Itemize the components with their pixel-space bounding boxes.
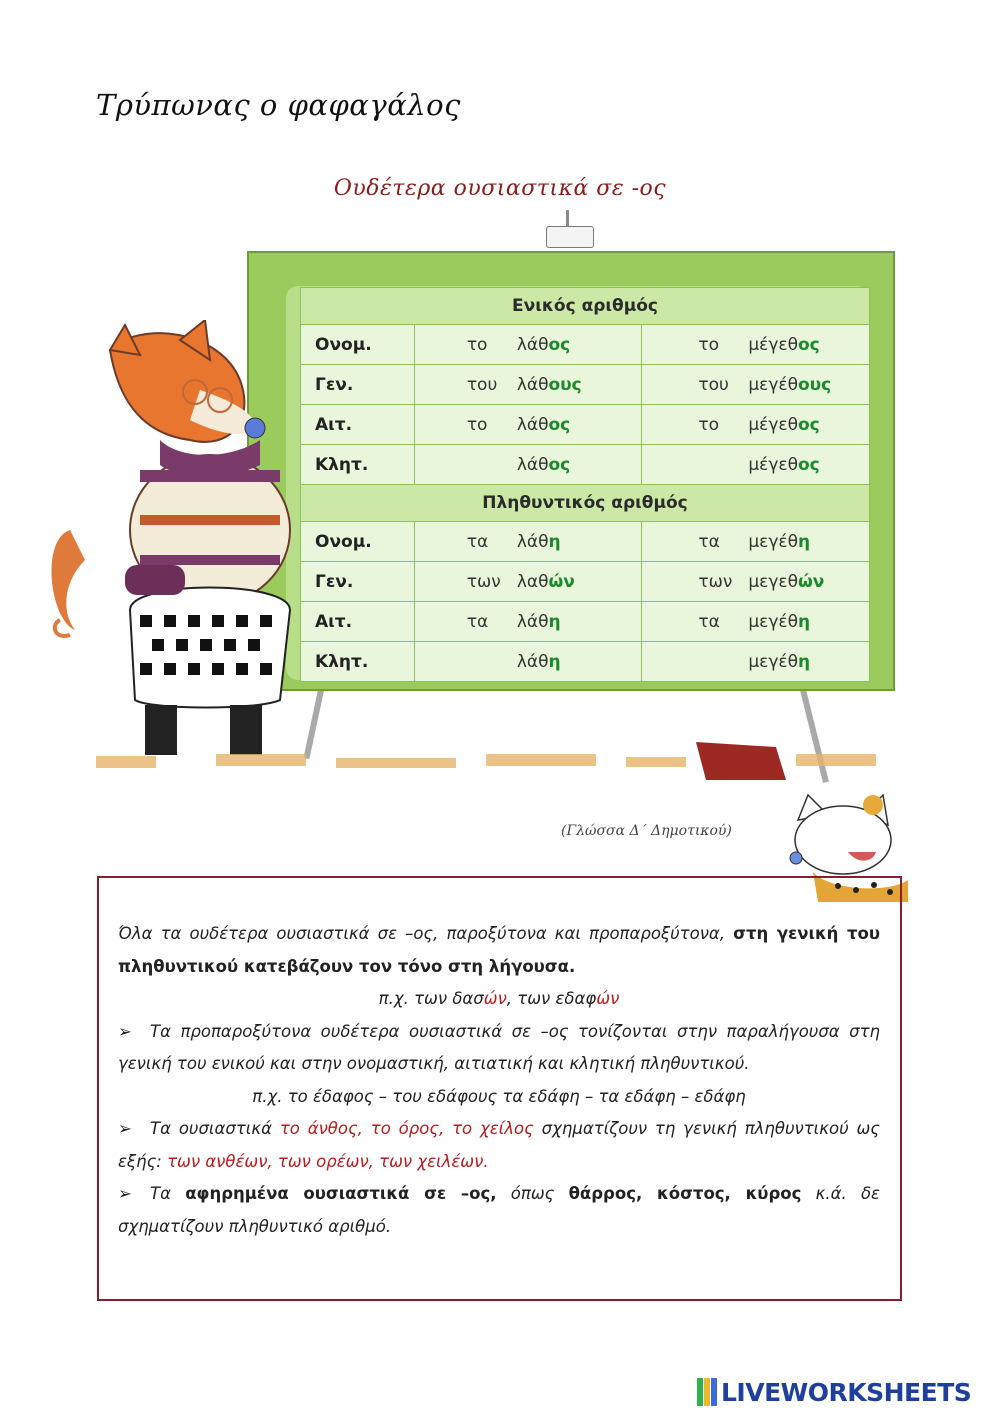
article: το <box>466 334 488 355</box>
table-row <box>301 365 870 405</box>
article: τα <box>466 531 489 552</box>
word-stem: μέγεθ <box>748 334 798 355</box>
form-cell <box>414 642 642 682</box>
word-stem: μέγεθ <box>748 414 798 435</box>
article: του <box>698 374 729 395</box>
word-ending: ους <box>548 374 582 395</box>
rule-3-c: σχηματίζουν τη γενική πληθυντικού ως εξής: <box>118 1119 880 1171</box>
form-cell <box>414 602 642 642</box>
example-2: π.χ. το έδαφος – του εδάφους τα εδάφη – τα εδάφη – εδάφη <box>252 1086 746 1106</box>
table-row <box>301 522 870 562</box>
board-clip <box>546 226 594 248</box>
form-cell <box>414 445 642 485</box>
word-ending: η <box>798 651 811 672</box>
table-row <box>301 602 870 642</box>
page-title: Τρύπωνας ο φαφαγάλος <box>96 88 461 122</box>
word-stem: λάθ <box>516 611 549 632</box>
fox-illustration <box>30 320 320 770</box>
form-cell <box>414 325 642 365</box>
rules-text <box>118 918 880 1243</box>
article: το <box>698 414 719 435</box>
word-stem: λάθ <box>516 651 549 672</box>
logo-mark-icon <box>697 1378 719 1406</box>
case-label: Αιτ. <box>301 405 415 445</box>
case-label: Ονομ. <box>301 325 415 365</box>
table-row <box>301 642 870 682</box>
rule-1 <box>118 918 880 983</box>
bullet-icon: ➢ <box>118 1119 132 1138</box>
rule-2 <box>118 1016 880 1081</box>
rule-4-b: αφηρημένα ουσιαστικά σε –ος, <box>185 1184 497 1203</box>
example-1-a: π.χ. των δασ <box>378 989 484 1008</box>
case-label: Κλητ. <box>301 445 415 485</box>
rule-2-text: Τα προπαροξύτονα ουδέτερα ουσιαστικά σε –ος τονίζονται στην παραλήγουσα στη γενική του ενικού και στην ονομαστική, αιτιατική και κλητική πληθυντικού. <box>118 1021 880 1073</box>
word-ending: η <box>798 531 811 552</box>
rule-4-e: κ.ά. δε σχηματίζουν πληθυντικό αριθμό. <box>118 1184 880 1236</box>
table-row <box>301 405 870 445</box>
form-cell <box>642 562 870 602</box>
rule-3-d: των ανθέων, των ορέων, των χειλέων. <box>167 1151 489 1171</box>
form-cell <box>642 365 870 405</box>
bullet-icon: ➢ <box>118 1021 132 1041</box>
rule-3 <box>118 1113 880 1178</box>
article: το <box>466 414 488 435</box>
form-cell <box>642 405 870 445</box>
singular-header: Ενικός αριθμός <box>301 288 870 325</box>
case-label: Γεν. <box>301 365 415 405</box>
word-stem: μεγέθ <box>748 531 798 552</box>
case-label: Ονομ. <box>301 522 415 562</box>
rule-1-bold: στη γενική του πληθυντικού κατεβάζουν τον τόνο στη λήγουσα. <box>118 924 881 976</box>
liveworksheets-logo[interactable] <box>697 1376 971 1408</box>
rule-4 <box>118 1178 880 1243</box>
plural-header: Πληθυντικός αριθμός <box>301 485 870 522</box>
table-row <box>301 325 870 365</box>
word-ending: ους <box>798 374 832 395</box>
word-ending: ών <box>798 571 825 592</box>
example-1 <box>118 983 880 1016</box>
article: το <box>698 334 719 355</box>
word-stem: λάθ <box>516 531 549 552</box>
section-subtitle: Ουδέτερα ουσιαστικά σε -ος <box>333 176 667 201</box>
rule-4-c: όπως <box>496 1184 569 1203</box>
table-row <box>301 485 870 522</box>
word-stem: λάθ <box>516 374 549 395</box>
bullet-icon: ➢ <box>118 1184 132 1203</box>
form-cell <box>642 325 870 365</box>
word-stem: μέγεθ <box>748 454 798 475</box>
word-ending: ος <box>798 414 820 435</box>
table-row <box>301 445 870 485</box>
word-ending: η <box>548 611 561 632</box>
article: τα <box>698 611 720 632</box>
example-1-d: ών <box>596 989 620 1008</box>
word-ending: ος <box>548 454 571 475</box>
rule-3-a: Τα ουσιαστικά <box>150 1119 280 1138</box>
rule-1-text: Όλα τα ουδέτερα ουσιαστικά σε –ος, παροξύτονα και προπαροξύτονα, <box>118 924 734 943</box>
example-1-c: , των εδαφ <box>506 989 597 1008</box>
word-ending: ος <box>548 414 571 435</box>
case-label: Γεν. <box>301 562 415 602</box>
article: των <box>466 571 501 592</box>
word-stem: λάθ <box>516 454 549 475</box>
word-stem: λάθ <box>516 334 549 355</box>
word-ending: ών <box>548 571 575 592</box>
rule-4-d: θάρρος, κόστος, κύρος <box>568 1184 802 1203</box>
form-cell <box>642 642 870 682</box>
article: του <box>466 374 498 395</box>
form-cell <box>642 602 870 642</box>
word-stem: μεγέθ <box>748 651 798 672</box>
rule-4-a: Τα <box>150 1184 186 1203</box>
citation: (Γλώσσα Δ΄ Δημοτικού) <box>561 823 732 839</box>
declension-table <box>300 287 870 682</box>
word-stem: μεγεθ <box>748 571 798 592</box>
example-1-b: ών <box>483 989 507 1008</box>
word-stem: μεγέθ <box>748 611 798 632</box>
rule-3-b: το άνθος, το όρος, το χείλος <box>279 1119 534 1138</box>
word-ending: η <box>548 531 561 552</box>
table-row <box>301 562 870 602</box>
article: των <box>698 571 733 592</box>
word-ending: η <box>798 611 811 632</box>
article: τα <box>466 611 489 632</box>
form-cell <box>414 522 642 562</box>
word-stem: λάθ <box>516 414 549 435</box>
form-cell <box>414 562 642 602</box>
word-stem: λαθ <box>516 571 549 592</box>
logo-text: LIVEWORKSHEETS <box>721 1377 972 1407</box>
word-ending: ος <box>548 334 571 355</box>
word-ending: η <box>548 651 561 672</box>
form-cell <box>414 405 642 445</box>
decorative-letters <box>96 742 882 780</box>
article: τα <box>698 531 720 552</box>
case-label: Αιτ. <box>301 602 415 642</box>
form-cell <box>642 445 870 485</box>
form-cell <box>642 522 870 562</box>
word-ending: ος <box>798 334 820 355</box>
word-stem: μεγέθ <box>748 374 798 395</box>
word-ending: ος <box>798 454 820 475</box>
form-cell <box>414 365 642 405</box>
case-label: Κλητ. <box>301 642 415 682</box>
